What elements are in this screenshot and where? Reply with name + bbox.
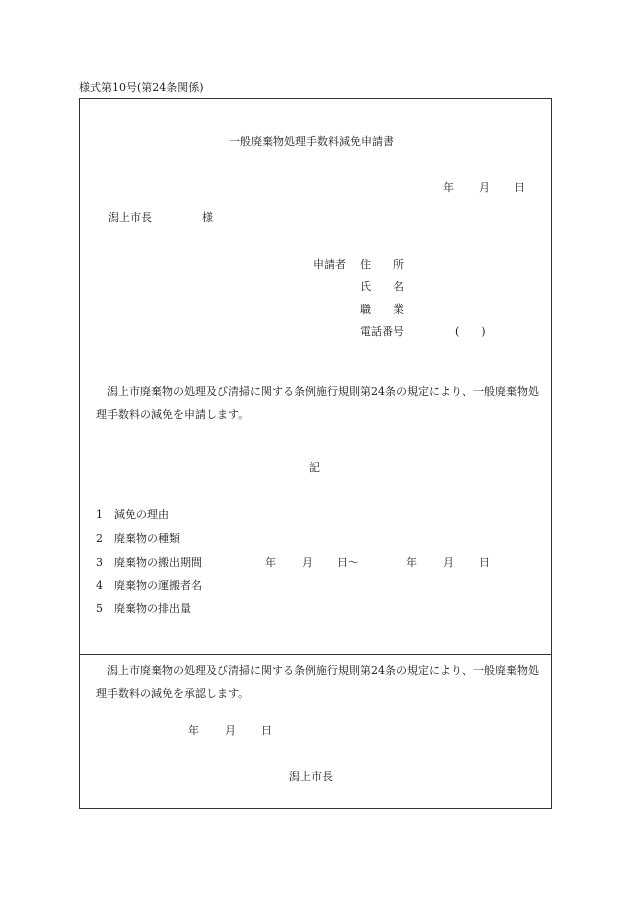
applicant-address-label: 住 所 <box>360 258 404 271</box>
approval-text: 潟上市廃棄物の処理及び清掃に関する条例施行規則第24条の規定により、一般廃棄物処理手数料の減免を承認します。 <box>96 664 539 700</box>
approval-year: 年 <box>188 724 199 737</box>
ki-heading: 記 <box>309 461 320 474</box>
applicant-name-label: 氏 名 <box>360 280 404 293</box>
item-1-label: 減免の理由 <box>114 508 169 521</box>
item-5-num: 5 <box>96 602 103 615</box>
applicant-occupation-label: 職 業 <box>360 303 404 316</box>
applicant-heading: 申請者 <box>313 258 346 271</box>
section-divider <box>79 654 552 655</box>
item-3-num: 3 <box>96 556 103 569</box>
item-4-num: 4 <box>96 579 103 592</box>
applicant-phone-paren: ( ) <box>455 325 486 338</box>
period-day-1: 日～ <box>337 556 359 569</box>
period-month-2: 月 <box>443 556 454 569</box>
form-title: 一般廃棄物処理手数料減免申請書 <box>229 135 394 148</box>
item-1-num: 1 <box>96 508 103 521</box>
item-2-label: 廃棄物の種類 <box>114 532 180 545</box>
item-4-label: 廃棄物の運搬者名 <box>114 579 202 592</box>
form-number: 様式第10号(第24条関係) <box>79 81 204 94</box>
approver-name: 潟上市長 <box>289 770 333 783</box>
application-text: 潟上市廃棄物の処理及び清掃に関する条例施行規則第24条の規定により、一般廃棄物処理手数料の減免を申請します。 <box>96 385 539 421</box>
addressee-name: 潟上市長 <box>108 211 152 224</box>
period-day-2: 日 <box>479 556 490 569</box>
date-year: 年 <box>443 181 454 194</box>
addressee-honorific: 様 <box>202 211 213 224</box>
item-2-num: 2 <box>96 532 103 545</box>
approval-day: 日 <box>261 724 272 737</box>
period-year-1: 年 <box>265 556 276 569</box>
period-month-1: 月 <box>302 556 313 569</box>
date-month: 月 <box>479 181 490 194</box>
applicant-phone-label: 電話番号 <box>360 325 404 338</box>
date-day: 日 <box>514 181 525 194</box>
approval-month: 月 <box>225 724 236 737</box>
item-5-label: 廃棄物の排出量 <box>114 602 191 615</box>
item-3-label: 廃棄物の搬出期間 <box>114 556 202 569</box>
period-year-2: 年 <box>406 556 417 569</box>
